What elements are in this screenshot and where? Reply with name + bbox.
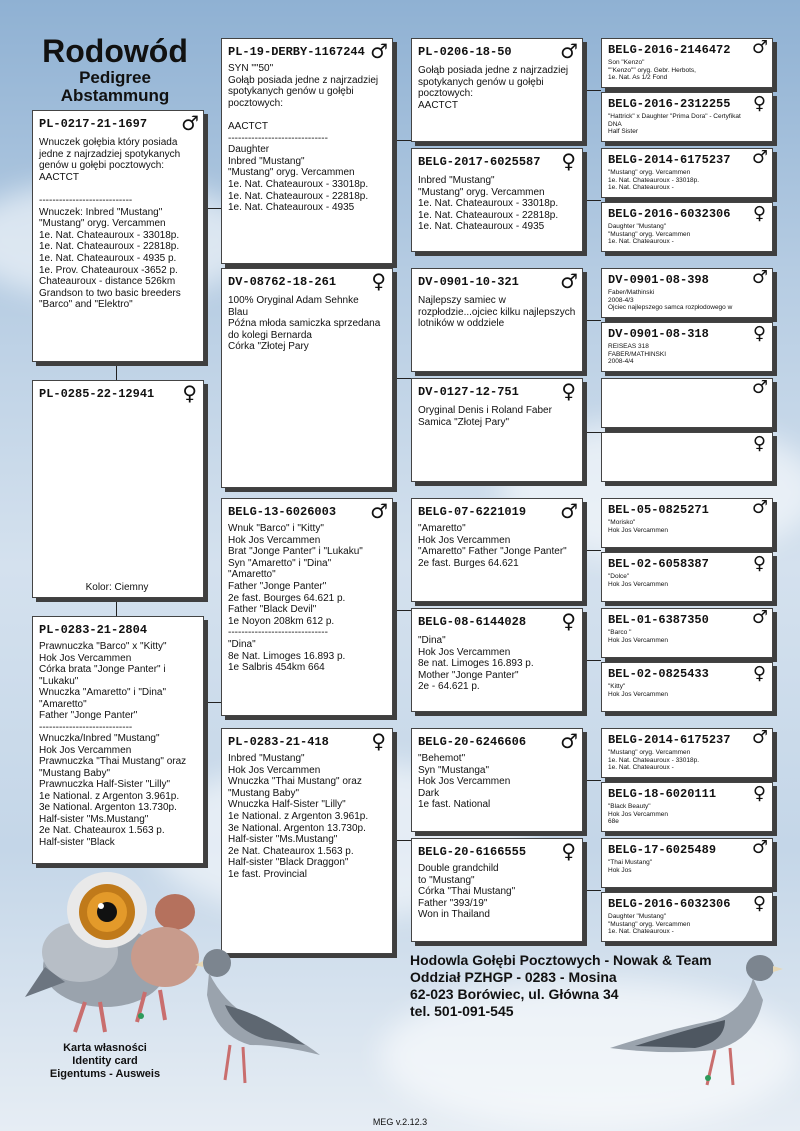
connector-line xyxy=(583,432,601,433)
male-symbol-icon: ♂ xyxy=(370,499,388,523)
pedigree-box-grandsire xyxy=(411,268,583,372)
pedigree-box-dam xyxy=(221,268,393,488)
connector-line xyxy=(583,320,601,321)
pedigree-notes: "Black Beauty" Hok Jos Vercammen 68e xyxy=(608,803,668,825)
connector-line xyxy=(583,90,601,91)
connector-line xyxy=(583,890,601,891)
male-symbol-icon: ♂ xyxy=(751,148,768,168)
pedigree-box-mother xyxy=(32,616,204,864)
ring-number: BEL-02-0825433 xyxy=(608,667,709,681)
page-title: Rodowód xyxy=(42,33,188,69)
pedigree-notes: Daughter "Mustang" "Mustang" oryg. Vercammen 1e. Nat. Chateauroux - xyxy=(608,913,691,935)
female-symbol-icon: ♀ xyxy=(752,433,766,454)
ring-number: BELG-2016-2312255 xyxy=(608,97,731,111)
ring-number: BELG-20-6246606 xyxy=(418,735,527,749)
male-symbol-icon: ♂ xyxy=(751,378,768,398)
male-symbol-icon: ♂ xyxy=(560,499,578,523)
pedigree-box-great-granddam xyxy=(601,892,773,942)
ring-number: DV-0901-08-318 xyxy=(608,327,709,341)
pedigree-notes: "Mustang" oryg. Vercammen 1e. Nat. Chateauroux - 33018p. 1e. Nat. Chateauroux - xyxy=(608,169,700,191)
breeder-name: Hodowla Gołębi Pocztowych - Nowak & Team xyxy=(410,952,712,968)
identity-card-de: Eigentums - Ausweis xyxy=(49,1068,161,1080)
pedigree-box-great-grandsire xyxy=(601,608,773,658)
connector-line xyxy=(203,702,221,703)
pedigree-notes: Oryginal Denis i Roland Faber Samica "Złotej Pary" xyxy=(418,405,552,428)
ring-number: DV-0901-08-398 xyxy=(608,273,709,287)
ring-number: PL-0217-21-1697 xyxy=(39,117,148,131)
pedigree-box-great-granddam xyxy=(601,662,773,712)
pigeon-illustration-right xyxy=(605,950,785,1100)
connector-line xyxy=(393,610,411,611)
pedigree-box-grandsire xyxy=(411,498,583,602)
pedigree-notes: 100% Oryginal Adam Sehnke Blau Późna młoda samiczka sprzedana do kolegi Bernarda Córka "Złotej Pary xyxy=(228,295,381,353)
pedigree-box-sire xyxy=(221,498,393,716)
ring-number: BELG-2016-2146472 xyxy=(608,43,731,57)
connector-line xyxy=(116,362,117,380)
connector-line xyxy=(203,208,221,209)
female-symbol-icon: ♀ xyxy=(752,783,766,804)
pedigree-box-great-grandsire xyxy=(601,498,773,548)
pigeon-illustration-left xyxy=(25,872,205,1042)
connector-line xyxy=(393,840,411,841)
pedigree-notes: "Mustang" oryg. Vercammen 1e. Nat. Chateauroux - 33018p. 1e. Nat. Chateauroux - xyxy=(608,749,700,771)
pedigree-notes: SYN ""50" Gołąb posiada jedne z najrzadziej spotykanych genów u gołębi pocztowych: AACTCT ------------------------------ Daughter Inbred "Mustang" "Mustang" oryg. Vercammen 1e. Nat. Chateauroux - 33018p. 1e. Nat. Chateauroux - 22818p. 1e. Nat. Chateauroux - 4935 xyxy=(228,63,379,214)
female-symbol-icon: ♀ xyxy=(752,553,766,574)
ring-number: BEL-05-0825271 xyxy=(608,503,709,517)
pedigree-notes: Gołąb posiada jedne z najrzadziej spotykanych genów u gołębi pocztowych: AACTCT xyxy=(418,65,569,111)
pedigree-box-great-grandsire xyxy=(601,148,773,198)
ring-number: BEL-01-6387350 xyxy=(608,613,709,627)
pedigree-box-great-granddam xyxy=(601,782,773,832)
pedigree-box-great-granddam xyxy=(601,322,773,372)
ring-number: BELG-2014-6175237 xyxy=(608,733,731,747)
female-symbol-icon: ♀ xyxy=(752,203,766,224)
breeder-address: 62-023 Borówiec, ul. Główna 34 xyxy=(410,986,619,1002)
male-symbol-icon: ♂ xyxy=(751,608,768,628)
pedigree-box-granddam xyxy=(411,838,583,942)
color-label: Kolor: Ciemny xyxy=(85,582,149,593)
identity-card-label xyxy=(20,1042,190,1081)
female-symbol-icon: ♀ xyxy=(561,379,576,403)
female-symbol-icon: ♀ xyxy=(561,149,576,173)
page-subtitle-de: Abstammung xyxy=(60,86,170,105)
page-subtitle-en: Pedigree xyxy=(79,68,151,87)
pedigree-box-great-grandsire xyxy=(601,38,773,88)
breeder-branch: Oddział PZHGP - 0283 - Mosina xyxy=(410,969,617,985)
version-label: MEG v.2.12.3 xyxy=(372,1117,428,1127)
pedigree-box-great-grandsire xyxy=(601,378,773,428)
pedigree-notes: "Amaretto" Hok Jos Vercammen "Amaretto" Father "Jonge Panter" 2e fast. Burges 64.621 xyxy=(418,523,567,569)
male-symbol-icon: ♂ xyxy=(751,268,768,288)
pedigree-notes: Son "Kenzo" ""Kenzo"" oryg. Gebr. Herbots, 1e. Nat. As 1/2 Fond xyxy=(608,59,696,81)
ring-number: PL-0283-21-418 xyxy=(228,735,329,749)
female-symbol-icon: ♀ xyxy=(752,893,766,914)
male-symbol-icon: ♂ xyxy=(181,111,199,135)
ring-number: PL-19-DERBY-1167244 xyxy=(228,45,365,59)
pedigree-notes: Faber/Mathinski 2008-4/3 Ojciec najlepszego samca rozpłodowego w xyxy=(608,289,733,311)
ring-number: BELG-13-6026003 xyxy=(228,505,337,519)
male-symbol-icon: ♂ xyxy=(560,729,578,753)
identity-card-pl: Karta własności xyxy=(63,1042,147,1054)
connector-line xyxy=(583,200,601,201)
pedigree-box-granddam xyxy=(411,608,583,712)
pedigree-box-great-granddam xyxy=(601,92,773,142)
female-symbol-icon: ♀ xyxy=(182,381,197,405)
male-symbol-icon: ♂ xyxy=(751,838,768,858)
pedigree-box-dam xyxy=(221,728,393,954)
ring-number: PL-0206-18-50 xyxy=(418,45,512,59)
connector-line xyxy=(393,140,411,141)
female-symbol-icon: ♀ xyxy=(561,839,576,863)
ring-number: PL-0285-22-12941 xyxy=(39,387,155,401)
ring-number: PL-0283-21-2804 xyxy=(39,623,148,637)
pedigree-box-pigeon xyxy=(32,110,204,362)
ring-number: BEL-02-6058387 xyxy=(608,557,709,571)
female-symbol-icon: ♀ xyxy=(561,609,576,633)
pedigree-notes: Prawnuczka "Barco" x "Kitty" Hok Jos Vercammen Córka brata "Jonge Panter" i "Lukaku" Wnuczka "Amaretto" i "Dina" "Amaretto" Father "Jonge Panter" ---------------------------- Wnuczka/Inbred "Mustang" Hok Jos Vercammen Prawnuczka "Thai Mustang" oraz "Mustang Baby" Prawnuczka Half-Sister "Lilly" 1e National. z Argenton 3.961p. 3e National. Argenton 13.730p. Half-sister "Ms.Mustang" 2e Nat. Chateaurox 1.563 p. Half-sister "Black xyxy=(39,641,187,848)
pedigree-notes: Wnuk "Barco" i "Kitty" Hok Jos Vercammen Brat "Jonge Panter" i "Lukaku" Syn "Amaretto" i "Dina" "Amaretto" Father "Jonge Panter" 2e fast. Bourges 64.621 p. Father "Black Devil" 1e Noyon 208km 612 p. ------------------------------ "Dina" 8e Nat. Limoges 16.893 p. 1e Salbris 454km 664 xyxy=(228,523,363,674)
ring-number: DV-08762-18-261 xyxy=(228,275,337,289)
pedigree-notes: Daughter "Mustang" "Mustang" oryg. Vercammen 1e. Nat. Chateauroux - xyxy=(608,223,691,245)
ring-number: DV-0901-10-321 xyxy=(418,275,519,289)
pedigree-notes: "Dolce" Hok Jos Vercammen xyxy=(608,573,668,588)
ring-number: BELG-17-6025489 xyxy=(608,843,717,857)
pedigree-notes: "Morisko" Hok Jos Vercammen xyxy=(608,519,668,534)
male-symbol-icon: ♂ xyxy=(370,39,388,63)
pedigree-box-grandsire xyxy=(411,38,583,142)
pedigree-box-sire xyxy=(221,38,393,264)
pedigree-notes: Inbred "Mustang" "Mustang" oryg. Vercammen 1e. Nat. Chateauroux - 33018p. 1e. Nat. Chateauroux - 22818p. 1e. Nat. Chateauroux - 4935 xyxy=(418,175,559,233)
pedigree-box-great-granddam xyxy=(601,552,773,602)
ring-number: BELG-08-6144028 xyxy=(418,615,527,629)
male-symbol-icon: ♂ xyxy=(751,38,768,58)
male-symbol-icon: ♂ xyxy=(560,269,578,293)
ring-number: BELG-20-6166555 xyxy=(418,845,527,859)
pedigree-notes: Najlepszy samiec w rozpłodzie...ojciec kilku najlepszych lotników w oddziele xyxy=(418,295,576,330)
pedigree-notes: "Hattrick" x Daughter "Prima Dora" - Certyfikat DNA Half Sister xyxy=(608,113,741,135)
pedigree-notes: "Dina" Hok Jos Vercammen 8e nat. Limoges 16.893 p. Mother "Jonge Panter" 2e - 64.621 p. xyxy=(418,635,534,693)
pedigree-box-pigeon xyxy=(32,380,204,598)
pedigree-notes: Wnuczek gołębia który posiada jedne z najrzadziej spotykanych genów u gołębi pocztowych: AACTCT ---------------------------- Wnuczek: Inbred "Mustang" "Mustang" oryg. Vercammen 1e. Nat. Chateauroux - 33018p. 1e. Nat. Chateauroux - 22818p. 1e. Nat. Chateauroux - 4935 p. 1e. Prov. Chateauroux -3652 p. Chateauroux - distance 526km Grandson to two basic breeders "Barco" and "Elektro" xyxy=(39,137,181,311)
male-symbol-icon: ♂ xyxy=(751,498,768,518)
pedigree-notes: "Barco " Hok Jos Vercammen xyxy=(608,629,668,644)
pedigree-box-great-grandsire xyxy=(601,728,773,778)
pedigree-notes: Inbred "Mustang" Hok Jos Vercammen Wnuczka "Thai Mustang" oraz "Mustang Baby" Wnuczka Half-Sister "Lilly" 1e National. z Argenton 3.961p. 3e National. Argenton 13.730p. Half-sister "Ms.Mustang" 2e Nat. Chateaurox 1.563 p. Half-sister "Black Draggon" 1e fast. Provincial xyxy=(228,753,369,880)
pedigree-box-great-grandsire xyxy=(601,268,773,318)
ring-number: BELG-2014-6175237 xyxy=(608,153,731,167)
pedigree-box-grandsire xyxy=(411,728,583,832)
ring-number: BELG-18-6020111 xyxy=(608,787,717,801)
ring-number: BELG-07-6221019 xyxy=(418,505,527,519)
pedigree-box-great-granddam xyxy=(601,202,773,252)
breeder-phone: tel. 501-091-545 xyxy=(410,1003,514,1019)
connector-line xyxy=(583,660,601,661)
male-symbol-icon: ♂ xyxy=(751,728,768,748)
female-symbol-icon: ♀ xyxy=(752,93,766,114)
ring-number: DV-0127-12-751 xyxy=(418,385,519,399)
pedigree-notes: "Thai Mustang" Hok Jos xyxy=(608,859,652,874)
ring-number: BELG-2016-6032306 xyxy=(608,897,731,911)
pigeon-illustration-center xyxy=(195,935,325,1095)
male-symbol-icon: ♂ xyxy=(560,39,578,63)
connector-line xyxy=(116,598,117,616)
connector-line xyxy=(583,780,601,781)
pedigree-notes: Double grandchild to "Mustang" Córka "Thai Mustang" Father "393/19" Won in Thailand xyxy=(418,863,516,921)
pedigree-box-granddam xyxy=(411,378,583,482)
pedigree-notes: "Behemot" Syn "Mustanga" Hok Jos Vercammen Dark 1e fast. National xyxy=(418,753,511,811)
pedigree-notes: REISEAS 318 FABER/MATHINSKI 2008-4/4 xyxy=(608,343,667,365)
pedigree-notes: "Kitty" Hok Jos Vercammen xyxy=(608,683,668,698)
pedigree-box-great-grandsire xyxy=(601,838,773,888)
female-symbol-icon: ♀ xyxy=(752,663,766,684)
female-symbol-icon: ♀ xyxy=(371,729,386,753)
connector-line xyxy=(583,550,601,551)
pedigree-box-granddam xyxy=(411,148,583,252)
identity-card-en: Identity card xyxy=(72,1055,138,1067)
female-symbol-icon: ♀ xyxy=(752,323,766,344)
pedigree-box-great-granddam xyxy=(601,432,773,482)
ring-number: BELG-2017-6025587 xyxy=(418,155,541,169)
ring-number: BELG-2016-6032306 xyxy=(608,207,731,221)
female-symbol-icon: ♀ xyxy=(371,269,386,293)
connector-line xyxy=(393,378,411,379)
